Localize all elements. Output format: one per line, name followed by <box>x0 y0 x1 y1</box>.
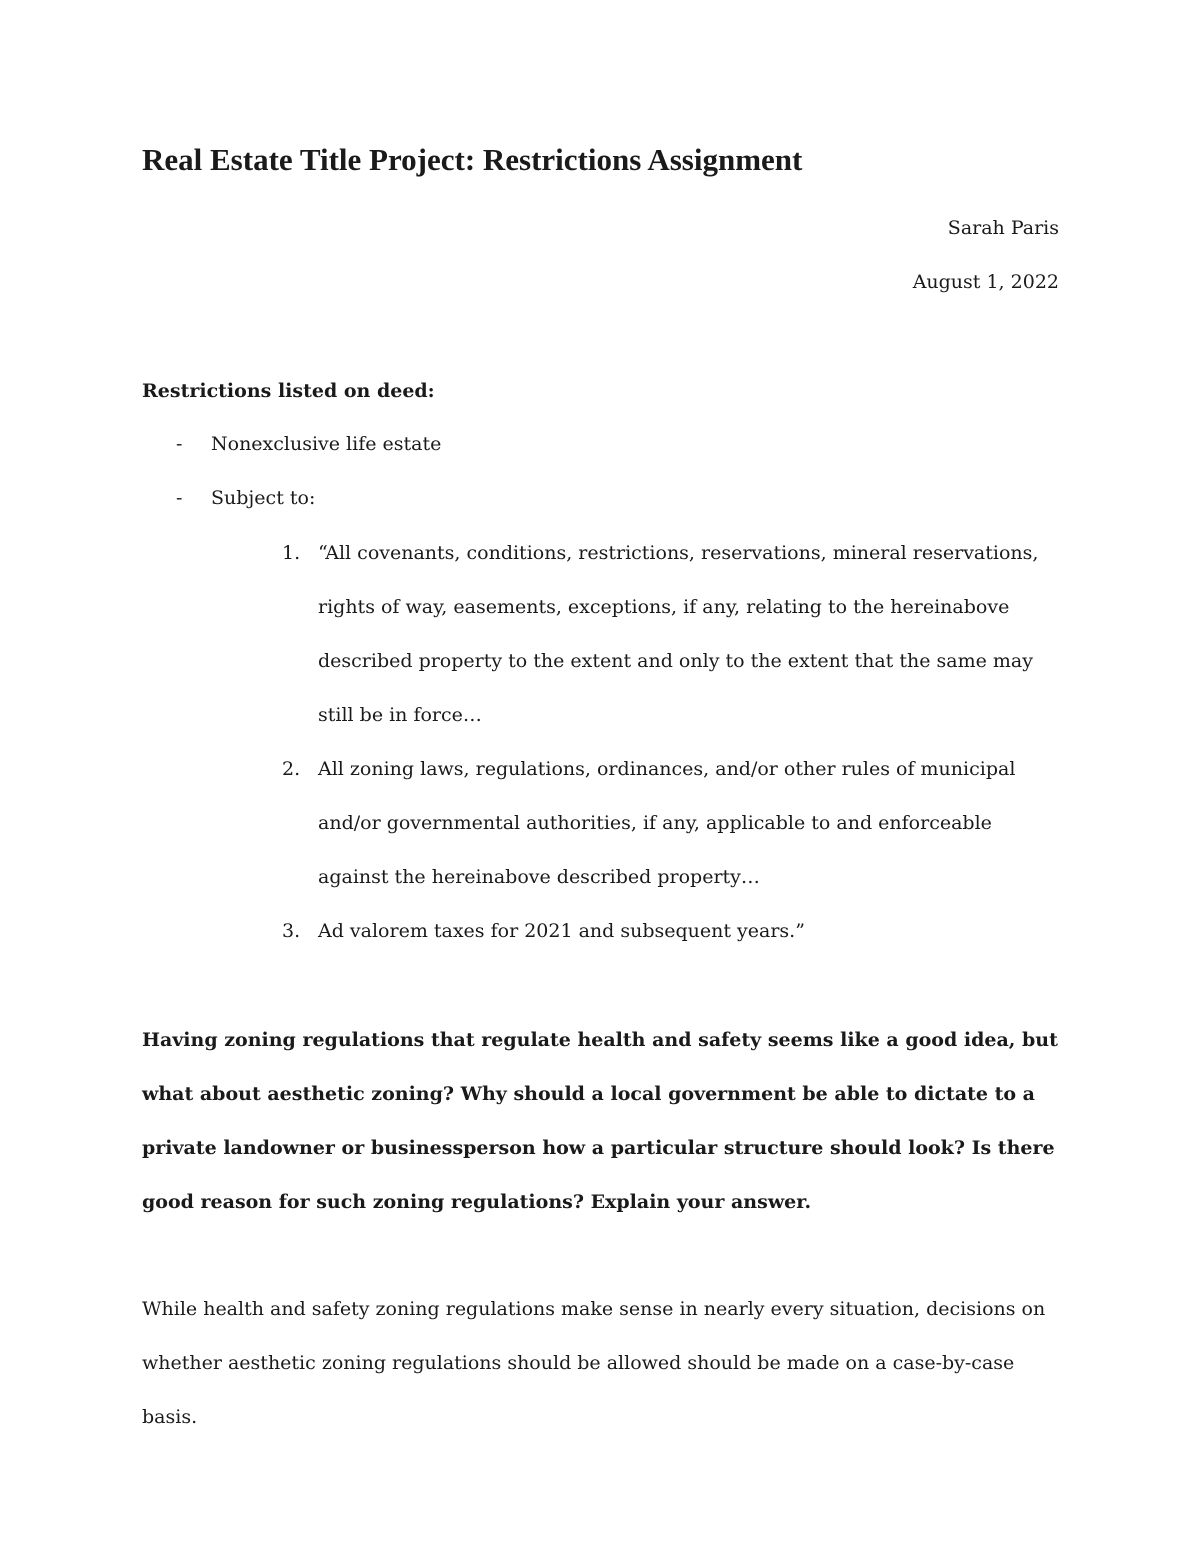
list-item-text: Subject to: <box>211 487 316 509</box>
numbered-item <box>282 904 1062 958</box>
list-item-text: Nonexclusive life estate <box>211 433 442 455</box>
item-number: 3. <box>282 920 301 942</box>
answer-paragraph: While health and safety zoning regulations make sense in nearly every situation, decisions on whether aesthetic zoning regulations should be allowed should be made on a case-by-case basis. <box>142 1298 1046 1428</box>
document-date: August 1, 2022 <box>912 271 1059 293</box>
item-number: 1. <box>282 542 301 564</box>
question-paragraph: Having zoning regulations that regulate health and safety seems like a good idea, but what about aesthetic zoning? Why should a local government be able to dictate to a private landowner or businessperson how a particular structure should look? Is there good reason for such zoning regulations? Explain your answer. <box>142 1029 1058 1213</box>
item-number: 2. <box>282 758 301 780</box>
list-item <box>176 430 441 458</box>
author-name: Sarah Paris <box>947 217 1059 239</box>
numbered-item-text: “All covenants, conditions, restrictions, reservations, mineral reservations, rights of way, easements, exceptions, if any, relating to the hereinabove described property to the extent and only to the extent that the same may still be in force… <box>318 542 1039 726</box>
list-item <box>176 484 315 512</box>
document-title: Real Estate Title Project: Restrictions Assignment <box>142 142 803 177</box>
section-heading: Restrictions listed on deed: <box>142 380 435 402</box>
numbered-item-text: All zoning laws, regulations, ordinances, and/or other rules of municipal and/or governmental authorities, if any, applicable to and enforceable against the hereinabove described property… <box>318 758 1016 888</box>
numbered-item <box>282 526 1062 742</box>
dash-marker: - <box>176 433 183 455</box>
numbered-item <box>282 742 1062 904</box>
numbered-item-text: Ad valorem taxes for 2021 and subsequent years.” <box>318 920 805 942</box>
dash-marker: - <box>176 487 183 509</box>
